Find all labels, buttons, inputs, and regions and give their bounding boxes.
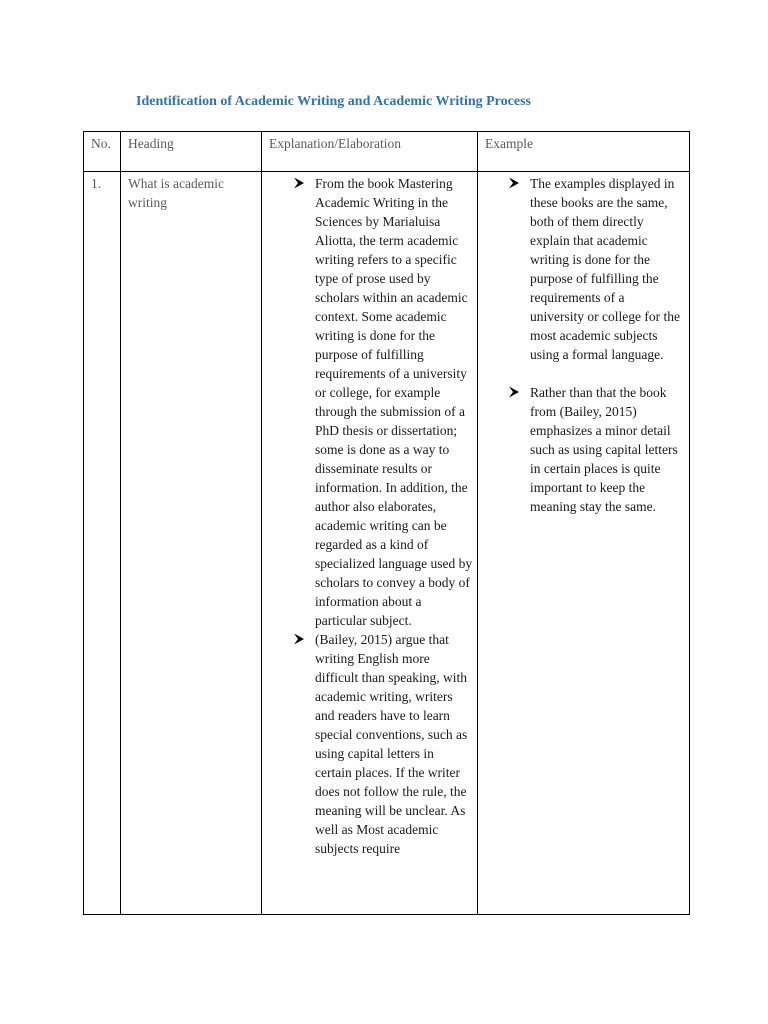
row-heading: What is academic writing	[128, 176, 224, 210]
header-no	[84, 132, 121, 172]
page-title: Identification of Academic Writing and Academic Writing Process	[136, 94, 531, 109]
cell-no	[84, 172, 121, 915]
table-header-row	[84, 132, 690, 172]
example-list	[478, 172, 689, 516]
list-item	[262, 630, 477, 858]
list-item	[478, 174, 689, 364]
header-explanation-label: Explanation/Elaboration	[269, 136, 401, 151]
list-item	[478, 383, 689, 516]
header-no-label: No.	[91, 136, 111, 151]
explanation-text: (Bailey, 2015) argue that writing English more difficult than speaking, with academic writing, writers and readers have to learn special conventions, such as using capital letters in certain places. If the writer does not follow the rule, the meaning will be unclear. As well as Most academic subjects require	[315, 632, 468, 856]
example-text: Rather than that the book from (Bailey, 2015) emphasizes a minor detail such as using capital letters in certain places is quite important to keep the meaning stay the same.	[530, 385, 678, 514]
row-number: 1.	[91, 176, 102, 191]
cell-example	[478, 172, 690, 915]
header-heading-label: Heading	[128, 136, 174, 151]
header-heading	[121, 132, 262, 172]
arrowhead-bullet-icon	[293, 633, 305, 645]
arrowhead-bullet-icon	[293, 177, 305, 189]
explanation-text: From the book Mastering Academic Writing in the Sciences by Marialuisa Aliotta, the term academic writing refers to a specific type of prose used by scholars within an academic context. Some academic writing is done for the purpose of fulfilling requirements of a university or college, for example through the submission of a PhD thesis or dissertation; some is done as a way to disseminate results or information. In addition, the author also elaborates, academic writing can be regarded as a kind of specialized language used by scholars to convey a body of information about a particular subject.	[315, 176, 473, 628]
table-row	[84, 172, 690, 915]
content-table	[83, 131, 690, 915]
arrowhead-bullet-icon	[508, 386, 520, 398]
arrowhead-bullet-icon	[508, 177, 520, 189]
explanation-list	[262, 172, 477, 858]
header-example-label: Example	[485, 136, 533, 151]
list-item	[262, 174, 477, 630]
header-explanation	[262, 132, 478, 172]
example-text: The examples displayed in these books are the same, both of them directly explain that academic writing is done for the purpose of fulfilling the requirements of a university or college for the most academic subjects using a formal language.	[530, 176, 680, 362]
cell-heading	[121, 172, 262, 915]
header-example	[478, 132, 690, 172]
cell-explanation	[262, 172, 478, 915]
